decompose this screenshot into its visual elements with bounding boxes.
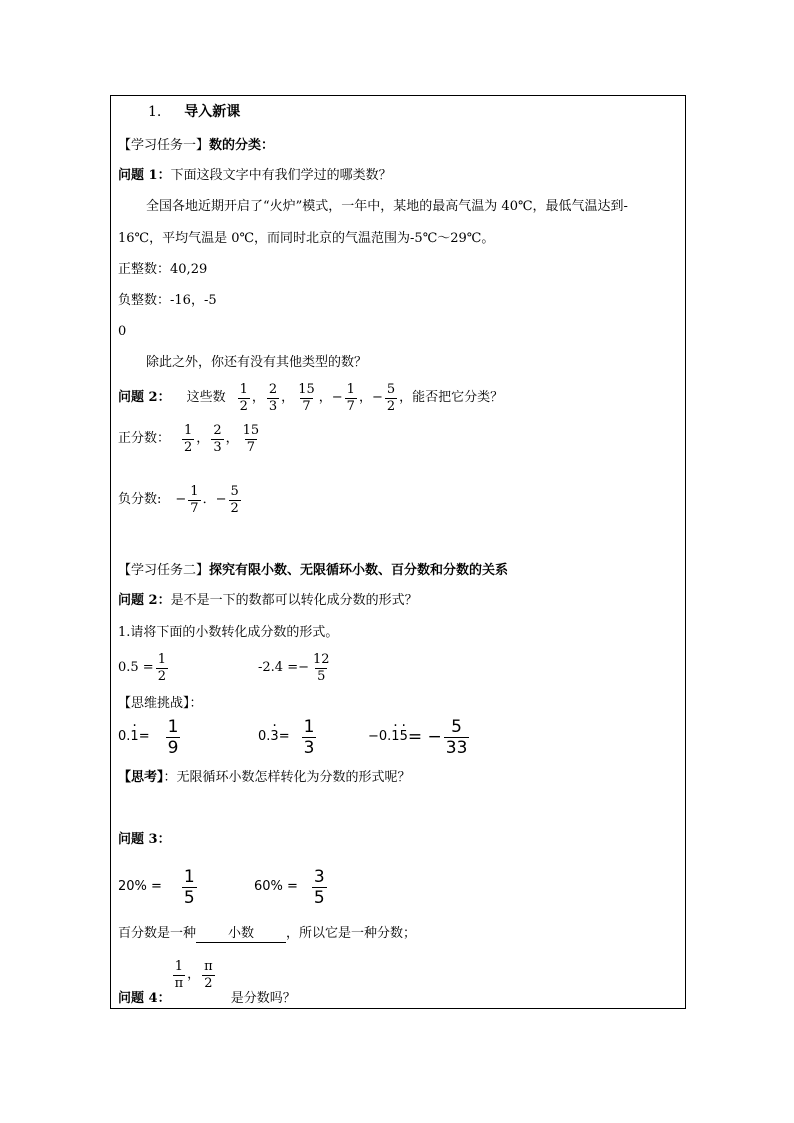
fraction-denominator: 2	[204, 975, 213, 991]
q2-suffix: ，能否把它分类？	[399, 390, 504, 405]
fraction-denominator: 33	[445, 737, 468, 758]
decimal-example-2	[258, 648, 334, 688]
q4-text: 是分数吗？	[230, 991, 296, 1006]
fraction-5-2	[229, 484, 241, 517]
fraction-1-pi	[173, 959, 186, 992]
item-1: 1.请将下面的小数转化成分数的形式。	[118, 625, 339, 640]
repeating-3-int: −0.	[368, 729, 392, 744]
separator: ，	[251, 390, 265, 405]
task2-q2-label: 问题 2：	[118, 593, 171, 608]
percent-1-left: 20% =	[118, 879, 162, 894]
fraction-denominator: 9	[167, 737, 179, 758]
task2-heading-text: 探究有限小数、无限循环小数、百分数和分数的关系	[209, 563, 509, 578]
fraction-numerator: 5	[386, 381, 396, 397]
percent-statement-prefix: 百分数是一种	[118, 926, 197, 941]
separator: ，	[187, 967, 201, 982]
separator: ，	[281, 390, 295, 405]
think-bracket: 【思考】	[118, 770, 164, 785]
fraction-numerator: 1	[174, 958, 183, 974]
positive-integers-value: 40,29	[170, 262, 208, 277]
answer-blank: 小数	[196, 926, 286, 943]
q2-prefix: 这些数	[186, 390, 226, 405]
fraction-denominator: 3	[213, 439, 222, 455]
fraction-numerator: 1	[183, 866, 195, 887]
fraction-numerator: 1	[190, 483, 199, 499]
fraction-2-3	[267, 382, 279, 415]
fraction-numerator: 1	[239, 381, 248, 397]
positive-fractions	[118, 421, 263, 457]
negative-fractions-label: 负分数:	[118, 492, 162, 507]
paragraph-line-1: 全国各地近期开启了“火炉”模式，一年中，某地的最高气温为 40℃，最低气温达到-	[146, 199, 628, 214]
example-2-left: -2.4 =−	[258, 660, 309, 675]
fraction-12-5	[311, 652, 332, 685]
fraction-1-2	[156, 652, 168, 685]
fraction-numerator: 1	[157, 651, 166, 667]
repeating-3-digit-end: 5 ·	[400, 716, 408, 758]
fraction-numerator: 1	[184, 422, 193, 438]
minus-sign: −	[371, 390, 383, 405]
separator: ，	[196, 431, 210, 446]
fraction-denominator: 2	[386, 398, 396, 414]
fraction-pi-2	[202, 959, 215, 992]
task2-q2-text: 是不是一下的数都可以转化成分数的形式？	[170, 593, 418, 608]
fraction-denominator: 5	[183, 887, 195, 908]
fraction-denominator: 7	[190, 500, 199, 516]
negative-integers-value: -16，-5	[170, 293, 217, 308]
fraction-15-7	[241, 423, 262, 456]
fraction-denominator: 5	[313, 887, 325, 908]
minus-sign: −	[331, 390, 343, 405]
fraction-1-7	[188, 484, 200, 517]
repeating-1-digit: 1 ·	[130, 716, 138, 758]
fraction-denominator: π	[174, 975, 184, 991]
fraction-numerator: 1	[346, 381, 355, 397]
q2-fractions	[118, 380, 503, 416]
task1-heading-bracket: 【学习任务一】	[118, 138, 210, 153]
q2-label: 问题 2：	[118, 390, 171, 405]
fraction-numerator: 15	[298, 381, 315, 397]
section-title-text: 导入新课	[184, 104, 241, 120]
percent-statement	[118, 926, 416, 943]
think-question	[118, 770, 411, 786]
fraction-numerator: 2	[213, 422, 222, 438]
fraction-numerator: 15	[242, 422, 260, 438]
equals-minus-sign: = −	[407, 727, 442, 747]
q1	[118, 168, 392, 184]
repeating-3-digit-start: 1 ·	[391, 716, 399, 758]
fraction-denominator: 2	[239, 398, 248, 414]
percent-2-left: 60% =	[254, 879, 298, 894]
fraction-15-7	[296, 382, 317, 415]
positive-integers	[118, 262, 207, 278]
repeating-2-int: 0.	[258, 729, 271, 744]
repeating-1-int: 0.	[118, 729, 131, 744]
section-title	[148, 104, 240, 120]
decimal-example-1	[118, 648, 170, 688]
fraction-denominator: 2	[184, 439, 193, 455]
fraction-denominator: 7	[346, 398, 355, 414]
repeating-decimal-1	[118, 716, 182, 758]
fraction-denominator: 3	[268, 398, 278, 414]
fraction-numerator: 3	[313, 866, 325, 887]
fraction-1-2	[182, 423, 194, 456]
zero: 0	[118, 324, 127, 339]
fraction-1-5	[182, 867, 197, 908]
fraction-denominator: 2	[157, 668, 166, 684]
q4	[118, 958, 296, 1008]
fraction-numerator: 5	[451, 716, 462, 737]
repeating-decimal-2	[258, 716, 318, 758]
fraction-numerator: 12	[312, 651, 330, 667]
separator: ．	[202, 492, 216, 507]
positive-integers-label: 正整数：	[118, 262, 171, 277]
equals-sign: =	[278, 729, 290, 744]
negative-integers-label: 负整数：	[118, 293, 171, 308]
think-text: ：无限循环小数怎样转化为分数的形式呢？	[163, 770, 411, 785]
fraction-numerator: 1	[167, 716, 179, 737]
task1-heading	[118, 138, 274, 154]
q3-label: 问题 3：	[118, 832, 171, 847]
fraction-denominator: 2	[230, 500, 239, 516]
section-number: 1.	[148, 104, 162, 120]
minus-sign: −	[175, 492, 187, 507]
separator: ，	[318, 390, 332, 405]
repeating-decimal-3	[368, 716, 471, 758]
task1-heading-text: 数的分类：	[209, 138, 275, 153]
fraction-5-2	[385, 382, 397, 415]
fraction-2-3	[211, 423, 223, 456]
fraction-3-5	[312, 867, 327, 908]
fraction-denominator: 7	[302, 398, 311, 414]
equals-sign: =	[138, 729, 150, 744]
fraction-1-9	[166, 717, 181, 758]
fraction-numerator: π	[204, 958, 213, 974]
separator: ，	[225, 431, 239, 446]
q4-fractions	[171, 950, 217, 1000]
fraction-1-2	[238, 382, 250, 415]
fraction-1-3	[302, 717, 317, 758]
separator: ，	[358, 390, 372, 405]
fraction-denominator: 3	[303, 737, 315, 758]
repeating-2-digit: 3 ·	[270, 716, 278, 758]
negative-fractions	[118, 482, 243, 518]
q1-text: 下面这段文字中有我们学过的哪类数？	[170, 168, 392, 183]
paragraph-line-2: 16℃，平均气温是 0℃，而同时北京的气温范围为-5℃～29℃。	[118, 231, 495, 246]
example-1-left: 0.5 =	[118, 660, 154, 675]
task2-q2	[118, 593, 418, 609]
negative-integers	[118, 293, 217, 309]
other-numbers-question: 除此之外，你还有没有其他类型的数？	[146, 355, 368, 370]
q4-label: 问题 4：	[118, 991, 171, 1006]
percent-example-1	[118, 866, 199, 908]
fraction-numerator: 5	[230, 483, 239, 499]
fraction-numerator: 1	[303, 716, 315, 737]
task2-heading-bracket: 【学习任务二】	[118, 563, 210, 578]
percent-statement-suffix: ，所以它是一种分数；	[286, 926, 417, 941]
fraction-5-33	[444, 717, 470, 758]
q1-label: 问题 1：	[118, 168, 171, 183]
percent-example-2	[254, 866, 329, 908]
task2-heading	[118, 563, 508, 579]
positive-fractions-label: 正分数：	[118, 431, 171, 446]
thinking-challenge: 【思维挑战】：	[118, 696, 203, 711]
minus-sign: −	[215, 492, 227, 507]
fraction-denominator: 5	[317, 668, 326, 684]
fraction-numerator: 2	[268, 381, 278, 397]
fraction-1-7	[345, 382, 357, 415]
fraction-denominator: 7	[246, 439, 256, 455]
